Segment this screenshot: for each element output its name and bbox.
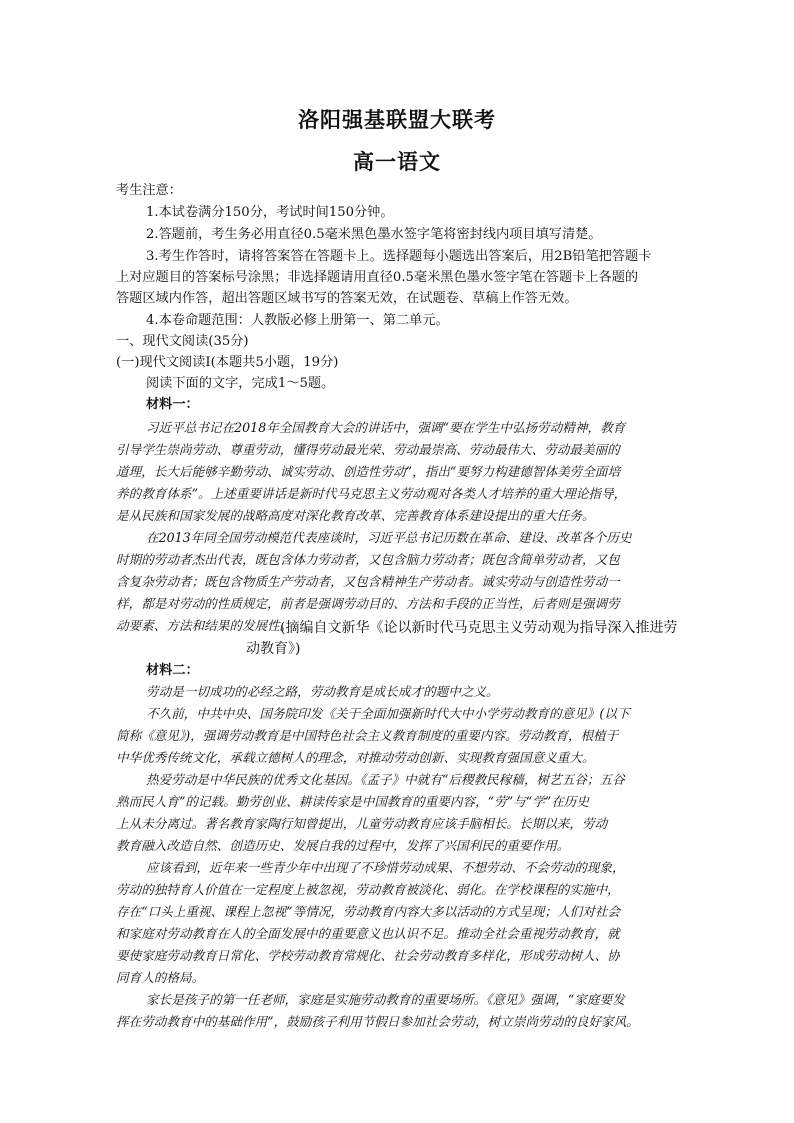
paragraph-line: 简称《意见》)，强调劳动教育是中国特色社会主义教育制度的重要内容。劳动教育，根植于 <box>116 728 619 743</box>
paragraph-line: 养的教育体系”。上述重要讲话是新时代马克思主义劳动观对各类人才培养的重大理论指导， <box>116 486 627 501</box>
notice-item: 2.答题前，考生务必用直径0.5毫米黑色墨水签字笔将密封线内项目填写清楚。 <box>146 227 602 242</box>
paragraph-line: 挥在劳动教育中的基础作用”，鼓励孩子利用节假日参加社会劳动，树立崇尚劳动的良好家风。 <box>116 1014 639 1029</box>
source-citation: (摘编自文新华《论以新时代马克思主义劳动观为指导深入推进劳 <box>280 620 678 636</box>
paragraph-line: 道理，长大后能够辛勤劳动、诚实劳动、创造性劳动”，指出“要努力构建德智体美劳全面培 <box>116 464 621 479</box>
paragraph-line: 存在“口头上重视、课程上忽视”等情况，劳动教育内容大多以活动的方式呈现；人们对社会 <box>116 904 621 919</box>
subject-title: 高一语文 <box>353 149 441 174</box>
paragraph-line: 不久前，中共中央、国务院印发《关于全面加强新时代大中小学劳动教育的意见》(以下 <box>146 706 630 721</box>
notice-item: 答题区域内作答，超出答题区域书写的答案无效，在试题卷、草稿上作答无效。 <box>116 291 578 306</box>
paragraph-line: 劳动是一切成功的必经之路，劳动教育是成长成才的题中之义。 <box>146 684 499 699</box>
paragraph-line: 教育融入改造自然、创造历史、发展自我的过程中，发挥了兴国利民的重要作用。 <box>116 838 570 853</box>
paragraph-line: 应该看到，近年来一些青少年中出现了不珍惜劳动成果、不想劳动、不会劳动的现象， <box>146 860 625 875</box>
notice-item: 4.本卷命题范围：人教版必修上册第一、第二单元。 <box>146 313 449 328</box>
section-heading: 一、现代文阅读(35分) <box>116 334 249 349</box>
source-citation: 动教育》) <box>246 641 301 657</box>
paragraph-line: 劳动的独特育人价值在一定程度上被忽视，劳动教育被淡化、弱化。在学校课程的实施中， <box>116 882 620 897</box>
paragraph-line: 含复杂劳动者；既包含物质生产劳动者，又包含精神生产劳动者。诚实劳动与创造性劳动一 <box>116 574 620 589</box>
paragraph-line: 上从未分离过。著名教育家陶行知曾提出，儿童劳动教育应该手脑相长。长期以来，劳动 <box>116 816 608 831</box>
paragraph-line: 中华优秀传统文化，承载立德树人的理念，对推动劳动创新、实现教育强国意义重大。 <box>116 750 595 765</box>
material-label: 材料一： <box>146 397 199 412</box>
paragraph-line: 和家庭对劳动教育在人的全面发展中的重要意义也认识不足。推动全社会重视劳动教育，就 <box>116 926 620 941</box>
paragraph-line: 引导学生崇尚劳动、尊重劳动，懂得劳动最光荣、劳动最崇高、劳动最伟大、劳动最美丽的 <box>116 442 620 457</box>
paragraph-line: 样，都是对劳动的性质规定，前者是强调劳动目的、方法和手段的正当性，后者则是强调劳 <box>116 596 620 611</box>
paragraph-line: 时期的劳动者杰出代表，既包含体力劳动者，又包含脑力劳动者；既包含简单劳动者，又包 <box>116 552 620 567</box>
paragraph-line: 要使家庭劳动教育日常化、学校劳动教育常规化、社会劳动教育多样化，形成劳动树人、协 <box>116 948 620 963</box>
paragraph-line: 家长是孩子的第一任老师，家庭是实施劳动教育的重要场所。《意见》强调，“家庭要发 <box>146 992 625 1007</box>
paragraph-line: 动要素、方法和结果的发展性。 <box>116 618 293 633</box>
paragraph-line: 同育人的格局。 <box>116 970 205 985</box>
instruction: 阅读下面的文字，完成1～5题。 <box>146 376 335 391</box>
paragraph-line: 熟而民人育”的记载。勤劳创业、耕读传家是中国教育的重要内容，“劳”与“学”在历史 <box>116 794 589 809</box>
exam-title: 洛阳强基联盟大联考 <box>298 107 496 132</box>
subsection-heading: (一)现代文阅读Ⅰ(本题共5小题，19分) <box>116 355 339 370</box>
paragraph-line: 在2013年同全国劳动模范代表座谈时，习近平总书记历数在革命、建设、改革各个历史 <box>146 530 632 545</box>
material-label: 材料二： <box>146 663 199 678</box>
notice-item: 1.本试卷满分150分，考试时间150分钟。 <box>146 205 394 220</box>
paragraph-line: 是从民族和国家发展的战略高度对深化教育改革、完善教育体系建设提出的重大任务。 <box>116 508 595 523</box>
paragraph-line: 热爱劳动是中华民族的优秀文化基因。《孟子》中就有“后稷教民稼穑，树艺五谷；五谷 <box>146 772 625 787</box>
notice-item: 3.考生作答时，请将答案答在答题卡上。选择题每小题选出答案后，用2B铅笔把答题卡 <box>146 249 652 264</box>
notice-heading: 考生注意： <box>116 183 182 198</box>
paragraph-line: 习近平总书记在2018年全国教育大会的讲话中，强调“要在学生中弘扬劳动精神，教育 <box>146 420 626 435</box>
notice-item: 上对应题目的答案标号涂黑；非选择题请用直径0.5毫米黑色墨水签字笔在答题卡上各题的 <box>116 270 639 285</box>
